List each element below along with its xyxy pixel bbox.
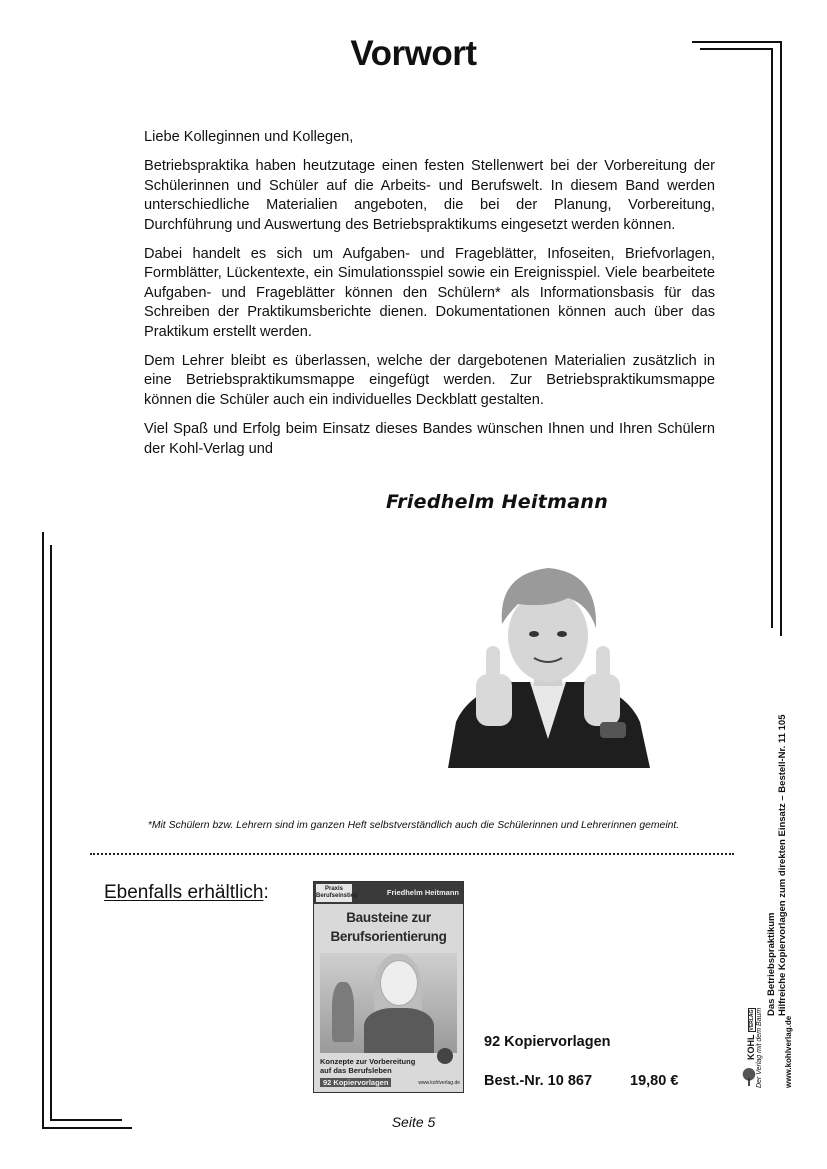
sidebar-line-2: Hilfreiche Kopiervorlagen zum direkten Einsatz – Bestell-Nr. 11 105 xyxy=(777,714,788,1016)
greeting: Liebe Kolleginnen und Kollegen, xyxy=(144,129,354,145)
book-url: www.kohlverlag.de xyxy=(418,1080,460,1086)
also-available-label: Ebenfalls erhältlich xyxy=(104,882,264,903)
paragraph-4: Viel Spaß und Erfolg beim Einsatz dieses Bandes wünschen Ihnen und Ihren Schülern der Kohl-Verlag und xyxy=(144,421,715,457)
dotted-divider xyxy=(90,853,734,855)
also-available-heading xyxy=(104,882,269,904)
page-title: Vorwort xyxy=(350,34,477,73)
book-subtitle: Konzepte zur Vorbereitung auf das Berufsleben xyxy=(320,1057,416,1075)
publisher-badge: VERLAG xyxy=(748,1009,755,1031)
page-number: Seite 5 xyxy=(391,1114,436,1130)
publisher-name xyxy=(746,1008,756,1060)
paragraph-2: Dabei handelt es sich um Aufgaben- und Frageblätter, Infoseiten, Briefvorlagen, Formblätter, Lückentexte, ein Simulationsspiel sowie ein Ereignisspiel. Viele bearbeitete Aufgaben- und Frageblätter können den Schülern* als Informationsbasis für das Schreiben der Praktikumsberichte dienen. Dokumentationen können auch über das Praktikum erstellt werden. xyxy=(144,246,715,340)
frame-top-right-inner-v xyxy=(771,48,773,628)
tree-logo-icon xyxy=(437,1048,453,1064)
book-author: Friedhelm Heitmann xyxy=(386,888,459,897)
book-title xyxy=(314,908,463,946)
book-cover-person-background xyxy=(332,982,354,1042)
book-copies-badge: 92 Kopiervorlagen xyxy=(320,1078,391,1087)
sidebar-line-1: Das Betriebspraktikum xyxy=(766,912,777,1016)
paragraph-3: Dem Lehrer bleibt es überlassen, welche der dargebotenen Materialien zusätzlich in eine Betriebspraktikumsmappe eingefügt werden. Zur Betriebspraktikumsmappe können die Schüler auch ein individuelles Deckblatt gestalten. xyxy=(144,353,715,408)
book-cover-girl-face xyxy=(380,960,418,1006)
offer-price: 19,80 € xyxy=(630,1073,679,1089)
book-cover-girl-shirt xyxy=(364,1008,434,1053)
frame-bottom-left-inner-v xyxy=(50,545,52,1120)
footnote: *Mit Schülern bzw. Lehrern sind im ganzen Heft selbstverständlich auch die Schülerinnen und Lehrerinnen gemeint. xyxy=(147,820,680,831)
offer-order-number: Best.-Nr. 10 867 xyxy=(484,1073,593,1089)
author-signature: Friedhelm Heitmann xyxy=(386,491,609,513)
publisher-label: KOHL xyxy=(746,1034,756,1060)
also-available-colon: : xyxy=(263,882,269,903)
sidebar-imprint xyxy=(766,715,788,1016)
publisher-tagline: Der Verlag mit dem Baum xyxy=(756,1007,763,1088)
paragraph-1: Betriebspraktika haben heutzutage einen festen Stellenwert bei der Vorbereitung der Schülerinnen und Schüler auf die Arbeits- und Berufswelt. In diesem Band werden unterschiedliche Materialien angeboten, die bei der Planung, Vorbereitung, Durchführung und Auswertung des Betriebspraktikums eingesetzt werden können. xyxy=(144,158,715,233)
book-cover[interactable] xyxy=(313,881,464,1093)
frame-top-right-outer-v xyxy=(780,41,782,636)
kohl-tree-logo-icon xyxy=(740,1066,758,1088)
boy-thumbs-up-illustration xyxy=(438,564,658,768)
book-title-line-2: Berufsorientierung xyxy=(330,929,447,944)
book-series: Praxis Berufseinstieg xyxy=(316,884,352,902)
body-text xyxy=(144,128,715,469)
publisher-website: www.kohlverlag.de xyxy=(784,1015,793,1088)
offer-copies: 92 Kopiervorlagen xyxy=(484,1034,611,1050)
book-title-line-1: Bausteine zur xyxy=(346,910,431,925)
